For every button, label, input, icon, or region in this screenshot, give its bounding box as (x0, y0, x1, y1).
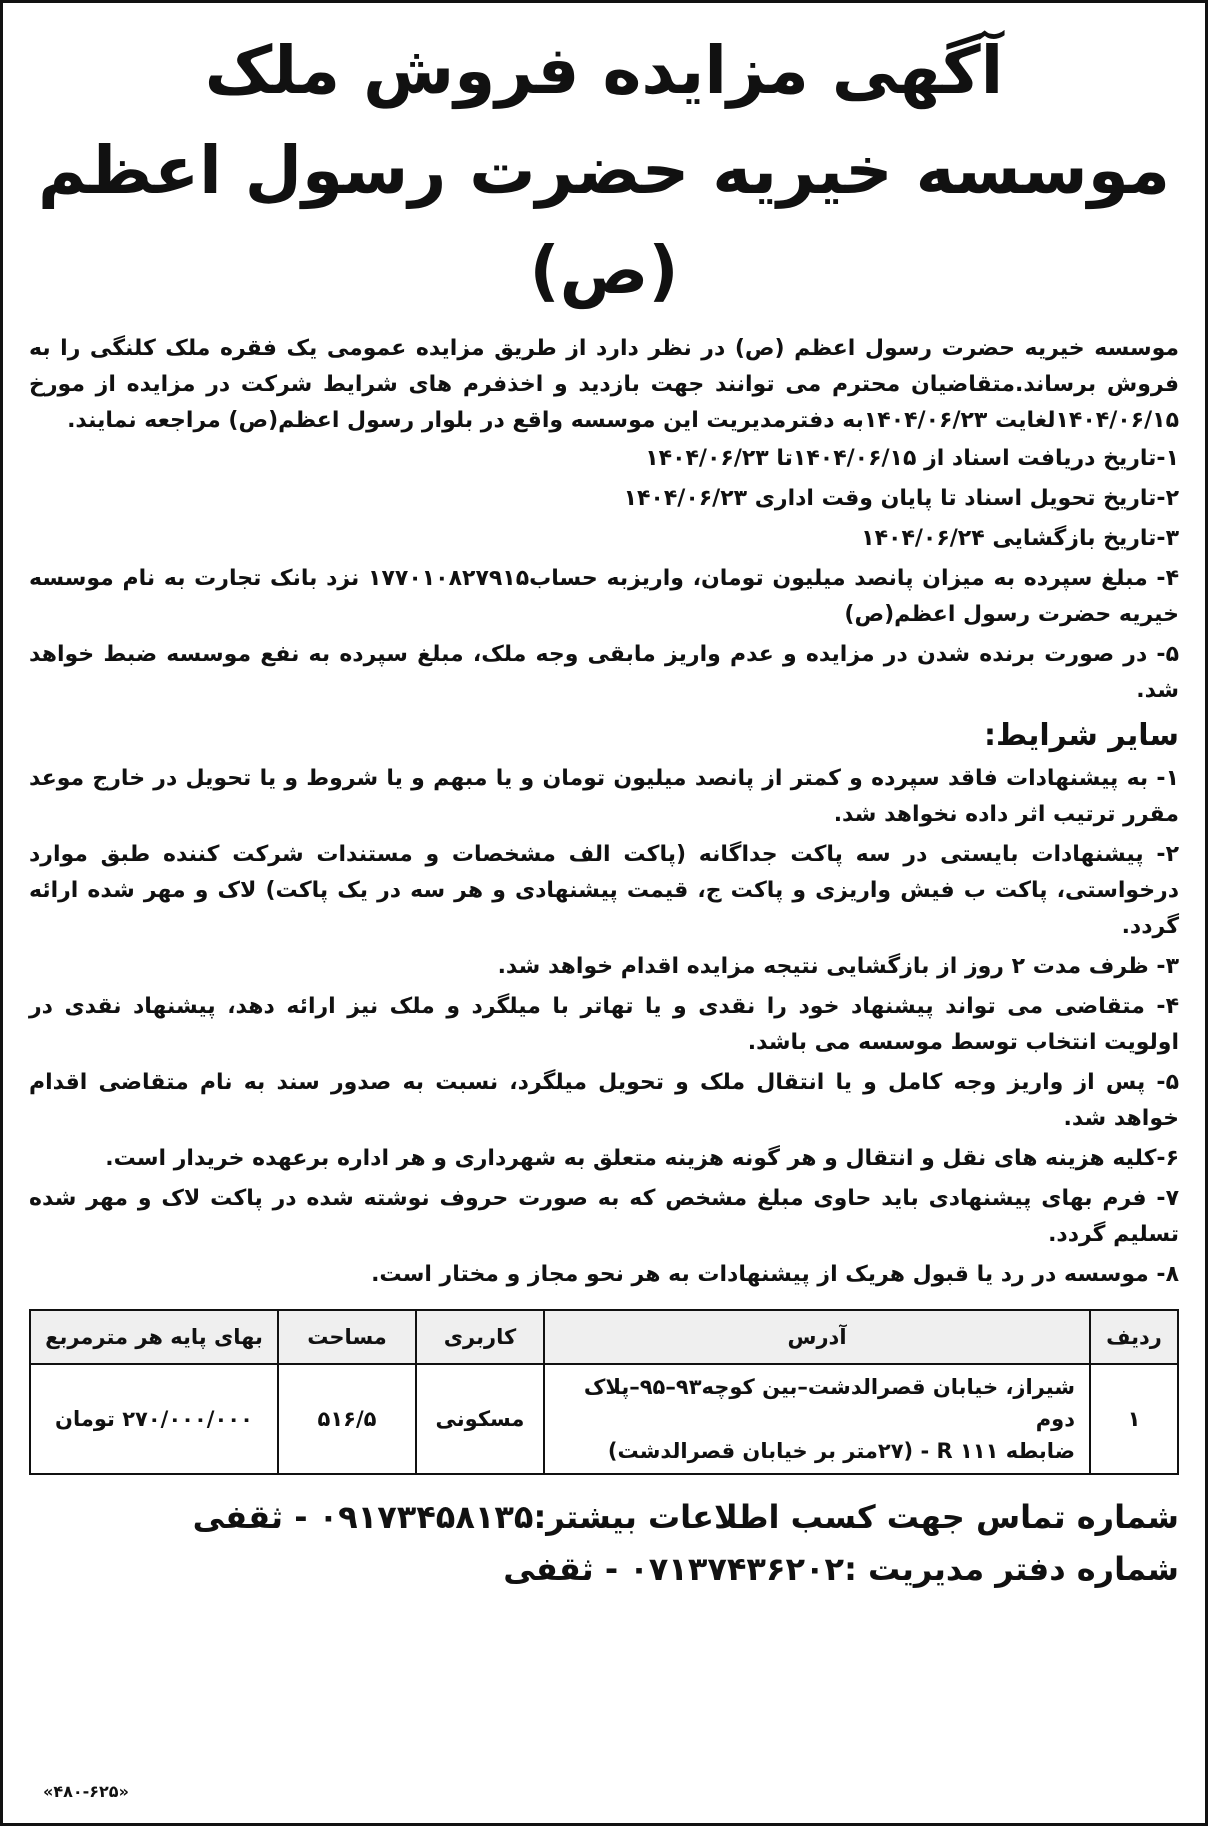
condition-item: ۸- موسسه در رد یا قبول هریک از پیشنهادات به هر نحو مجاز و مختار است. (371, 1262, 1179, 1287)
column-header-price: بهای پایه هر مترمربع (30, 1310, 278, 1364)
row-address (544, 1364, 1090, 1474)
table-header-row (30, 1310, 1178, 1364)
contact-info-number: ۰۹۱۷۳۴۵۸۱۳۵ (318, 1498, 534, 1536)
condition-item: ۱- به پیشنهادات فاقد سپرده و کمتر از پانصد میلیون تومان و یا مبهم و یا شروط و یا تحویل در خارج موعد مقرر ترتیب اثر داده نخواهد شد. (29, 766, 1179, 827)
forfeit-item: ۵- در صورت برنده شدن در مزایده و عدم واریز مابقی وجه ملک، مبلغ سپرده به نفع موسسه ضبط خواهد شد. (29, 642, 1179, 703)
column-header-address: آدرس (544, 1310, 1090, 1364)
contact-info-name: - ثقفی (192, 1498, 308, 1536)
office-name: - ثقفی (503, 1550, 619, 1588)
address-line: ضابطه R ۱۱۱ - (۲۷متر بر خیابان قصرالدشت) (607, 1439, 1075, 1463)
date-item: ۳-تاریخ بازگشایی ۱۴۰۴/۰۶/۲۴ (861, 526, 1179, 551)
deposit-item: ۴- مبلغ سپرده به میزان پانصد میلیون تومان، واریزبه حساب۱۷۷۰۱۰۸۲۷۹۱۵ نزد بانک تجارت به نام موسسه خیریه حضرت رسول اعظم(ص) (29, 566, 1179, 627)
condition-item: ۵- پس از واریز وجه کامل و یا انتقال ملک و تحویل میلگرد، نسبت به صدور سند به نام متقاضی اقدام خواهد شد. (29, 1070, 1179, 1131)
row-index: ۱ (1090, 1364, 1178, 1474)
condition-item: ۶-کلیه هزینه های نقل و انتقال و هر گونه هزینه متعلق به شهرداری و هر اداره برعهده خریدار است. (105, 1146, 1179, 1171)
column-header-index: ردیف (1090, 1310, 1178, 1364)
main-title: آگهی مزایده فروش ملک (204, 32, 1004, 109)
condition-item: ۷- فرم بهای پیشنهادی باید حاوی مبلغ مشخص که به صورت حروف نوشته شده در پاکت لاک و مهر شده تسلیم گردد. (29, 1186, 1179, 1247)
conditions-list (29, 759, 1179, 1295)
office-number: ۰۷۱۳۷۴۳۶۲۰۲ (629, 1550, 845, 1588)
condition-item: ۴- متقاضی می تواند پیشنهاد خود را نقدی و یا تهاتر با میلگرد و ملک نیز ارائه دهد، پیشنهاد نقدی در اولویت انتخاب توسط موسسه می باشد. (29, 994, 1179, 1055)
address-line: شیراز، خیابان قصرالدشت–بین کوچه۹۳–۹۵–پلاک دوم (583, 1375, 1075, 1431)
property-table (29, 1309, 1179, 1475)
condition-item: ۲- پیشنهادات بایستی در سه پاکت جداگانه (پاکت الف مشخصات و مستندات شرکت کننده طبق موارد درخواستی، پاکت ب فیش واریزی و پاکت ج، قیمت پیشنهادی و هر سه در یک پاکت) لاک و مهر شده ارائه گردد. (29, 842, 1179, 939)
intro-paragraph: موسسه خیریه حضرت رسول اعظم (ص) در نظر دارد از طریق مزایده عمومی یک فقره ملک کلنگی را به فروش برساند.متقاضیان محترم می توانند جهت بازدید و اخذفرم های شرایط شرکت در مزایده از مورخ ۱۴۰۴/۰۶/۱۵لغایت ۱۴۰۴/۰۶/۲۳به دفترمدیریت این موسسه واقع در بلوار رسول اعظم(ص) مراجعه نمایند. (29, 336, 1179, 433)
date-item: ۱-تاریخ دریافت اسناد از ۱۴۰۴/۰۶/۱۵تا ۱۴۰۴/۰۶/۲۳ (645, 446, 1179, 471)
column-header-usage: کاربری (416, 1310, 544, 1364)
contact-info-label: شماره تماس جهت کسب اطلاعات بیشتر: (533, 1498, 1179, 1536)
row-price: ۲۷۰/۰۰۰/۰۰۰ تومان (30, 1364, 278, 1474)
office-label: شماره دفتر مدیریت : (844, 1550, 1179, 1588)
table-row (30, 1364, 1178, 1474)
date-item: ۲-تاریخ تحویل اسناد تا پایان وقت اداری ۱۴۰۴/۰۶/۲۳ (623, 486, 1179, 511)
other-conditions-heading: سایر شرایط: (984, 718, 1179, 753)
office-contact-line (29, 1543, 1179, 1595)
contact-info-line (29, 1491, 1179, 1543)
column-header-area: مساحت (278, 1310, 416, 1364)
organization-title: موسسه خیریه حضرت رسول اعظم (ص) (38, 132, 1170, 309)
condition-item: ۳- ظرف مدت ۲ روز از بازگشایی نتیجه مزایده اقدام خواهد شد. (497, 954, 1179, 979)
dates-list (29, 439, 1179, 711)
row-area: ۵۱۶/۵ (278, 1364, 416, 1474)
row-usage: مسکونی (416, 1364, 544, 1474)
ad-code: «۴۸۰-۶۲۵» (43, 1782, 129, 1801)
